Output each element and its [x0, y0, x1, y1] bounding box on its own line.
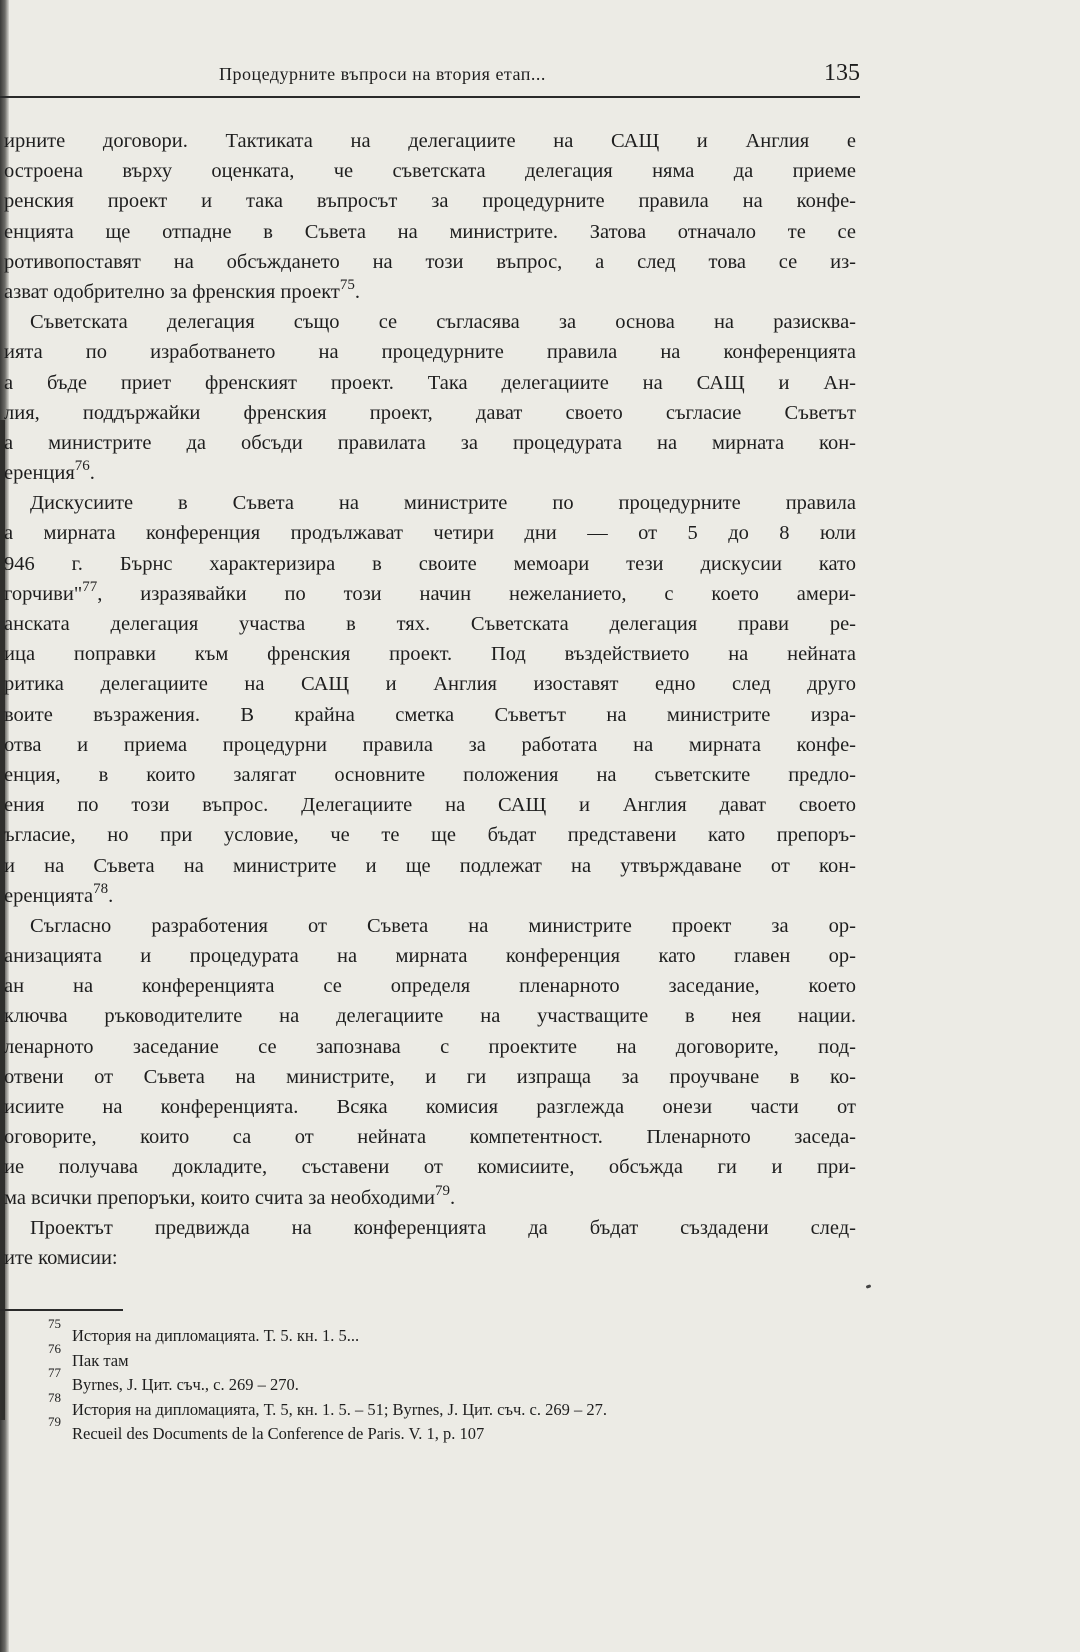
text-line: [4, 156, 856, 186]
text-line-content: [4, 398, 856, 428]
text-line: [4, 639, 856, 669]
text-line-content: [4, 941, 856, 971]
text-line: [4, 488, 856, 518]
text-run: воите възражения. В крайна сметка Съветът на министрите изра-: [4, 703, 856, 726]
footnote-number: 78: [48, 1389, 61, 1405]
text-run: исиите на конференцията. Всяка комисия разглежда онези части от: [4, 1096, 856, 1118]
footnote-text: История на дипломацията, Т. 5, кн. 1. 5. – 51; Byrnes, J. Цит. съч. с. 269 – 27.: [72, 1399, 608, 1419]
text-line-content: [4, 760, 856, 790]
text-line: [4, 579, 856, 609]
text-line-content: [4, 881, 856, 911]
footnotes: [48, 1316, 808, 1447]
text-line: [4, 820, 856, 850]
text-line-content: [4, 1001, 856, 1031]
text-line: [4, 126, 856, 156]
text-run-tail: .: [89, 462, 95, 485]
footnote-item: [48, 1414, 808, 1447]
footnote-number: 76: [48, 1340, 61, 1356]
text-run-tail: , изразявайки по този начин нежеланието, с което амери-: [97, 582, 856, 605]
text-line-content: [4, 669, 856, 699]
text-line: [4, 247, 856, 277]
footnote-marker[interactable]: 77: [82, 578, 98, 595]
text-run: ъгласие, но при условие, че те ще бъдат представени като препоръ-: [4, 824, 856, 847]
text-line: [4, 398, 856, 428]
text-line-content: [4, 247, 856, 277]
text-run: горчиви": [4, 582, 83, 605]
footnote-marker[interactable]: 78: [93, 880, 109, 897]
text-line-content: [4, 911, 856, 941]
text-line-content: [4, 1183, 856, 1213]
text-line-content: [4, 156, 856, 186]
text-run-tail: .: [354, 280, 360, 303]
text-line-content: [4, 428, 856, 458]
text-run: анската делегация участва в тях. Съветската делегация прави ре-: [4, 613, 856, 635]
text-run: ренския проект и така въпросът за процедурните правила на конфе-: [4, 190, 856, 213]
text-line: [4, 971, 856, 1001]
text-line: [4, 1243, 856, 1273]
text-line: [4, 790, 856, 820]
text-run: Съгласно разработения от Съвета на министрите проект за ор-: [30, 914, 856, 937]
text-run: Проектът предвижда на конференцията да бъдат създадени след-: [30, 1216, 856, 1239]
text-run: 946 г. Бърнс характеризира в своите мемоари тези дискусии като: [4, 552, 856, 575]
text-line: [4, 549, 856, 579]
text-line: [4, 609, 856, 639]
text-line: [4, 217, 856, 247]
footnote-item: [48, 1365, 808, 1398]
text-line-content: [4, 1032, 856, 1062]
text-run: ията по изработването на процедурните правила на конференцията: [4, 341, 856, 364]
text-run: отвени от Съвета на министрите, и ги изпраща за проучване в ко-: [4, 1065, 856, 1088]
text-line: [4, 1122, 856, 1152]
footnote-text: Recueil des Documents de la Conference de Paris. V. 1, p. 107: [72, 1424, 485, 1443]
footnote-text: Пак там: [72, 1350, 129, 1370]
footnote-rule: [0, 1309, 123, 1311]
text-run: ие получава докладите, съставени от комисиите, обсъжда ги и при-: [4, 1156, 856, 1179]
text-run: ения по този въпрос. Делегациите на САЩ и Англия дават своето: [4, 794, 856, 817]
text-line: [4, 669, 856, 699]
text-run: еренция: [4, 462, 75, 485]
text-line: [4, 458, 856, 488]
text-line: [4, 1032, 856, 1062]
text-run: ма всички препоръки, които счита за необходими: [4, 1186, 435, 1209]
text-line-content: [4, 549, 856, 579]
text-run: ленарното заседание се запознава с проектите на договорите, под-: [4, 1035, 856, 1058]
text-run: а мирната конференция продължават четири дни — от 5 до 8 юли: [4, 522, 856, 545]
text-line: [4, 881, 856, 911]
text-line: [4, 1213, 856, 1243]
text-run: еренцията: [4, 884, 94, 907]
text-line-content: [4, 1152, 856, 1182]
text-line: [4, 337, 856, 367]
text-run: а бъде приет френският проект. Така делегациите на САЩ и Ан-: [4, 371, 856, 394]
text-line: [4, 1152, 856, 1182]
text-run: ирните договори. Тактиката на делегациите на САЩ и Англия е: [4, 130, 856, 152]
footnote-item: [48, 1340, 808, 1374]
text-line-content: [4, 851, 856, 881]
text-run: ан на конференцията се определя пленарното заседание, което: [4, 975, 856, 998]
footnote-marker[interactable]: 75: [339, 276, 355, 293]
footnote-number: 79: [48, 1414, 61, 1429]
text-line-content: [4, 820, 856, 850]
text-line: [4, 186, 856, 216]
text-line-content: [4, 1243, 856, 1273]
text-line: [4, 518, 856, 548]
text-line: [4, 911, 856, 941]
footnote-marker[interactable]: 76: [74, 458, 90, 475]
text-run: Съветската делегация също се съгласява за основа на разисква-: [30, 311, 856, 334]
text-line-content: [4, 337, 856, 367]
text-run: енцията ще отпадне в Съвета на министрите. Затова отначало те се: [4, 220, 856, 243]
text-run: азват одобрително за френския проект: [4, 280, 340, 303]
text-line: [4, 1092, 856, 1122]
text-line: [4, 368, 856, 398]
text-run: ица поправки към френския проект. Под въздействието на нейната: [4, 643, 856, 666]
footnote-item: [48, 1389, 808, 1423]
text-run: ритика делегациите на САЩ и Англия изоставят едно след друго: [4, 673, 856, 696]
text-run: анизацията и процедурата на мирната конференция като главен ор-: [4, 945, 856, 968]
running-head: [0, 60, 860, 94]
text-line: [4, 1062, 856, 1092]
text-line-content: [4, 126, 856, 156]
text-line-content: [4, 458, 856, 488]
text-line: [4, 941, 856, 971]
text-line-content: [4, 1092, 856, 1122]
text-line-content: [4, 518, 856, 548]
text-line-content: [4, 579, 856, 609]
text-run-tail: .: [450, 1186, 456, 1209]
text-line-content: [4, 186, 856, 216]
text-line: [4, 277, 856, 307]
text-line-content: [4, 730, 856, 760]
text-run: лия, поддържайки френския проект, дават своето съгласие Съветът: [4, 401, 856, 424]
footnote-text: История на дипломацията. Т. 5. кн. 1. 5...: [72, 1326, 360, 1345]
text-run: Дискусиите в Съвета на министрите по процедурните правила: [30, 492, 856, 515]
text-line-content: [4, 277, 856, 307]
text-run: ключва ръководителите на делегациите на участващите в нея нации.: [4, 1005, 856, 1028]
text-line-content: [4, 307, 856, 337]
footnote-text: Byrnes, J. Цит. съч., с. 269 – 270.: [72, 1375, 299, 1394]
text-line-content: [4, 368, 856, 398]
text-line: [4, 307, 856, 337]
header-rule: [0, 96, 860, 98]
text-run: енция, в които залягат основните положения на съветските предло-: [4, 763, 856, 786]
footnote-number: 77: [48, 1365, 61, 1380]
text-run: а министрите да обсъди правилата за процедурата на мирната кон-: [4, 431, 856, 454]
text-line-content: [4, 488, 856, 518]
text-line: [4, 760, 856, 790]
text-run: ротивопоставят на обсъждането на този въпрос, а след това се из-: [4, 250, 856, 273]
text-line: [4, 730, 856, 760]
footnote-marker[interactable]: 79: [435, 1182, 450, 1199]
text-line: [4, 700, 856, 730]
body-text: [4, 126, 856, 1273]
text-line-content: [4, 1213, 856, 1243]
text-line-content: [4, 1122, 856, 1152]
text-line: [4, 1001, 856, 1031]
text-run: и на Съвета на министрите и ще подлежат на утвърждаване от кон-: [4, 854, 856, 877]
footnote-number: 75: [48, 1316, 61, 1331]
text-run-tail: .: [108, 884, 114, 907]
text-line-content: [4, 790, 856, 820]
text-run: оговорите, които са от нейната компетентност. Пленарното заседа-: [4, 1126, 856, 1149]
text-run: остроена върху оценката, че съветската делегация няма да приеме: [4, 160, 856, 183]
text-line: [4, 428, 856, 458]
running-title: Процедурните въпроси на втория етап...: [219, 64, 546, 84]
text-line-content: [4, 639, 856, 669]
text-line-content: [4, 1062, 856, 1092]
text-line: [4, 851, 856, 881]
text-line-content: [4, 217, 856, 247]
page-number: 135: [824, 60, 860, 86]
text-run: отва и приема процедурни правила за работата на мирната конфе-: [4, 733, 856, 756]
text-line-content: [4, 971, 856, 1001]
footnote-item: [48, 1316, 808, 1349]
text-line-content: [4, 609, 856, 639]
text-line: [4, 1183, 856, 1213]
text-line-content: [4, 700, 856, 730]
text-run: ите комисии:: [4, 1246, 118, 1269]
print-speck: [866, 1284, 872, 1289]
